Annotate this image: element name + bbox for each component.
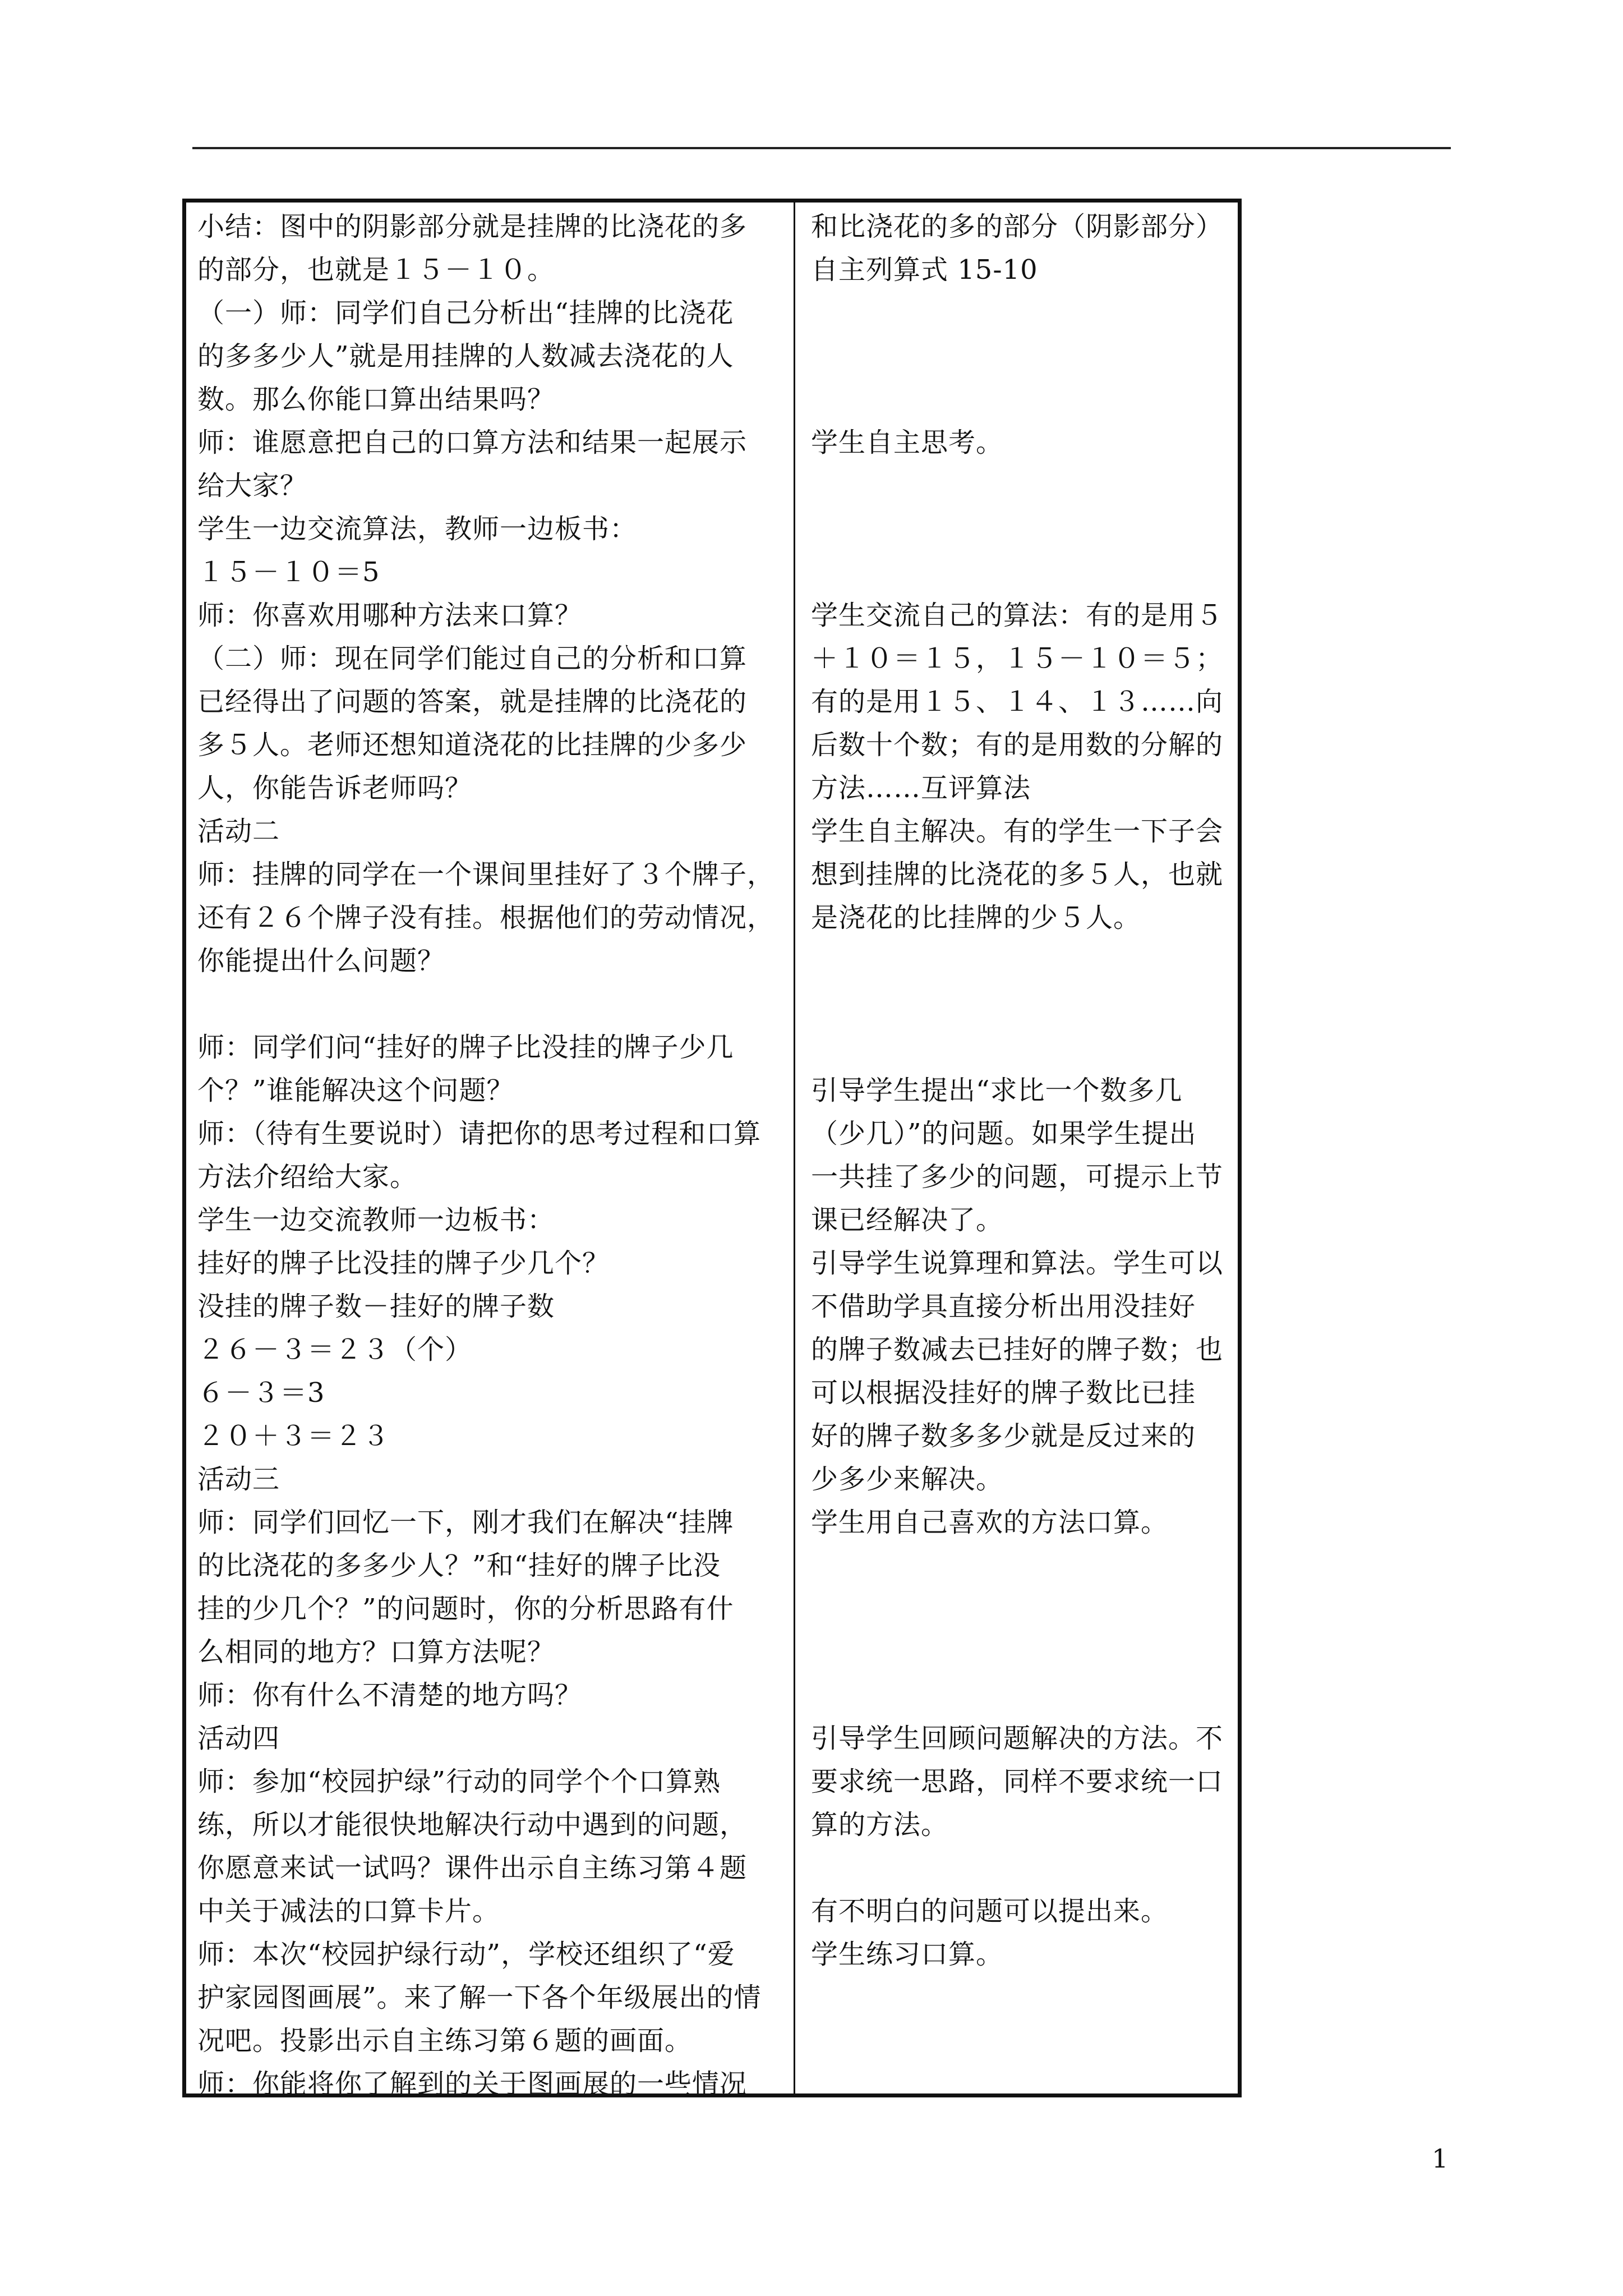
teacher-text-line: 师：同学们问“挂好的牌子比没挂的牌子少几: [197, 1032, 734, 1063]
student-text-line: 学生练习口算。: [811, 1939, 1004, 1970]
teacher-text-line: ２６－３＝２３（个）: [197, 1334, 473, 1365]
teacher-text-line: 么相同的地方？口算方法呢？: [197, 1636, 555, 1668]
student-text-line: 课已经解决了。: [811, 1204, 1004, 1236]
teacher-text-line: 师：谁愿意把自己的口算方法和结果一起展示: [197, 427, 748, 458]
teacher-text-line: 师：本次“校园护绿行动”，学校还组织了“爱: [197, 1939, 735, 1970]
student-text-line: 的牌子数减去已挂好的牌子数；也: [811, 1334, 1224, 1365]
teacher-text-line: 师：（待有生要说时）请把你的思考过程和口算: [197, 1118, 762, 1149]
teacher-text-line: 活动二: [197, 816, 280, 847]
teacher-text-line: １５－１０＝5: [197, 556, 380, 588]
teacher-text-line: 的比浇花的多多少人？”和“挂好的牌子比没: [197, 1550, 721, 1581]
teacher-text-line: ２０＋３＝２３: [197, 1420, 390, 1452]
teacher-text-line: 已经得出了问题的答案，就是挂牌的比浇花的: [197, 686, 748, 717]
teacher-text-line: 数。那么你能口算出结果吗？: [197, 384, 555, 415]
teacher-text-line: 个？”谁能解决这个问题？: [197, 1075, 514, 1106]
student-text-line: 学生自主解决。有的学生一下子会: [811, 816, 1224, 847]
student-text-line: 是浇花的比挂牌的少５人。: [811, 902, 1141, 933]
student-text-line: 引导学生回顾问题解决的方法。不: [811, 1723, 1224, 1754]
teacher-text-line: （一）师：同学们自己分析出“挂牌的比浇花: [197, 297, 734, 329]
student-text-line: 引导学生说算理和算法。学生可以: [811, 1248, 1224, 1279]
page-number: 1: [1432, 2143, 1449, 2174]
student-text-line: 学生交流自己的算法：有的是用５: [811, 600, 1224, 631]
teacher-text-line: （二）师：现在同学们能过自己的分析和口算: [197, 643, 748, 674]
student-text-line: 不借助学具直接分析出用没挂好: [811, 1291, 1196, 1322]
teacher-text-line: 挂好的牌子比没挂的牌子少几个？: [197, 1248, 610, 1279]
student-activity-column: [795, 203, 1238, 2093]
teacher-text-line: 给大家？: [197, 470, 308, 501]
student-text-line: （少几）”的问题。如果学生提出: [811, 1118, 1197, 1149]
student-text-line: ＋１０＝１５，１５－１０＝５；: [811, 643, 1224, 674]
teacher-text-line: 学生一边交流算法，教师一边板书：: [197, 513, 638, 545]
student-text-line: 后数十个数；有的是用数的分解的: [811, 729, 1224, 761]
teacher-text-line: 挂的少几个？”的问题时，你的分析思路有什: [197, 1593, 734, 1625]
teacher-text-line: 况吧。投影出示自主练习第６题的画面。: [197, 2025, 693, 2056]
teacher-text-line: 师：你有什么不清楚的地方吗？: [197, 1680, 583, 1711]
teacher-text-line: 人，你能告诉老师吗？: [197, 772, 473, 804]
teacher-text-line: 没挂的牌子数－挂好的牌子数: [197, 1291, 555, 1322]
teacher-text-line: 师：你喜欢用哪种方法来口算？: [197, 600, 583, 631]
student-text-line: 有的是用１５、１４、１３……向: [811, 686, 1224, 717]
teacher-text-line: 师：你能将你了解到的关于图画展的一些情况: [197, 2068, 748, 2100]
teacher-text-line: 师：参加“校园护绿”行动的同学个个口算熟: [197, 1766, 721, 1797]
teacher-text-line: 的多多少人”就是用挂牌的人数减去浇花的人: [197, 341, 734, 372]
teacher-text-line: 中关于减法的口算卡片。: [197, 1895, 500, 1927]
teacher-text-line: 小结：图中的阴影部分就是挂牌的比浇花的多: [197, 211, 748, 242]
student-text-line: 要求统一思路，同样不要求统一口: [811, 1766, 1224, 1797]
teacher-activity-column: [186, 203, 795, 2100]
teacher-text-line: 练，所以才能很快地解决行动中遇到的问题，: [197, 1809, 748, 1841]
teacher-text-line: ６－３＝3: [197, 1377, 325, 1409]
student-text-line: 少多少来解决。: [811, 1464, 1004, 1495]
teacher-text-line: 你能提出什么问题？: [197, 945, 445, 977]
student-text-line: 算的方法。: [811, 1809, 949, 1841]
student-text-line: 自主列算式 15-10: [811, 254, 1038, 286]
teacher-text-line: 师：同学们回忆一下，刚才我们在解决“挂牌: [197, 1507, 734, 1538]
student-text-line: 可以根据没挂好的牌子数比已挂: [811, 1377, 1196, 1409]
teacher-text-line: 方法介绍给大家。: [197, 1161, 418, 1193]
teacher-text-line: 还有２６个牌子没有挂。根据他们的劳动情况，: [197, 902, 775, 933]
student-text-line: 和比浇花的多的部分（阴影部分）: [811, 211, 1224, 242]
header-rule: [192, 147, 1451, 149]
teacher-text-line: 护家园图画展”。来了解一下各个年级展出的情: [197, 1982, 762, 2013]
student-text-line: 一共挂了多少的问题，可提示上节: [811, 1161, 1224, 1193]
teacher-text-line: 你愿意来试一试吗？课件出示自主练习第４题: [197, 1852, 748, 1884]
teacher-text-line: 的部分，也就是１５－１０。: [197, 254, 555, 286]
student-text-line: 学生自主思考。: [811, 427, 1004, 458]
teacher-text-line: 活动三: [197, 1464, 280, 1495]
teacher-text-line: 学生一边交流教师一边板书：: [197, 1204, 555, 1236]
student-text-line: 想到挂牌的比浇花的多５人，也就: [811, 859, 1224, 890]
student-text-line: 好的牌子数多多少就是反过来的: [811, 1420, 1196, 1452]
teacher-text-line: 师：挂牌的同学在一个课间里挂好了３个牌子，: [197, 859, 775, 890]
lesson-table: [182, 199, 1242, 2100]
teacher-text-line: 活动四: [197, 1723, 280, 1754]
student-text-line: 有不明白的问题可以提出来。: [811, 1895, 1169, 1927]
student-text-line: 方法……互评算法: [811, 772, 1031, 804]
student-text-line: 学生用自己喜欢的方法口算。: [811, 1507, 1169, 1538]
teacher-text-line: 多５人。老师还想知道浇花的比挂牌的少多少: [197, 729, 748, 761]
student-text-line: 引导学生提出“求比一个数多几: [811, 1075, 1183, 1106]
